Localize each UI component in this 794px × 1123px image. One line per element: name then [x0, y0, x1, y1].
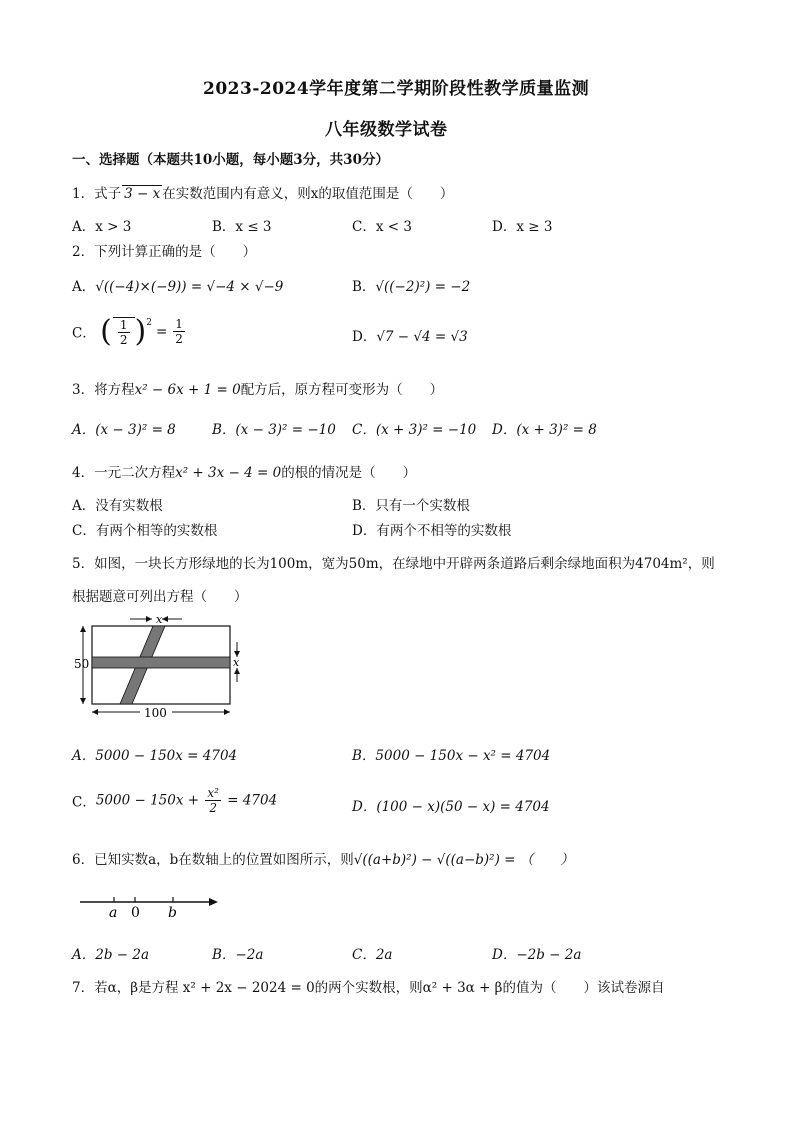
q2-option-b [352, 275, 470, 295]
q2-c-paren-expr: ( $\frac{1}{2}$ ) $^2$ = $\frac{1}{2}$ [100, 314, 183, 349]
q6-option-a: A．2b − 2a [72, 947, 150, 963]
q5-c-pre: 5000 − 150x + [95, 792, 204, 809]
question-4-stem [72, 461, 416, 481]
q2-c-radical [113, 317, 135, 347]
q2-c-label: C． [72, 325, 96, 342]
q4-suffix: 的根的情况是（ ） [281, 465, 417, 481]
q4-option-a: A．没有实数根 [72, 498, 163, 514]
q2-option-a [72, 275, 283, 295]
question-2-stem: 2．下列计算正确的是（ ） [72, 244, 257, 260]
q6-label-0: 0 [131, 905, 140, 920]
q4-prefix: 4．一元二次方程 [72, 465, 176, 481]
q6-prefix: 6．已知实数a，b在数轴上的位置如图所示，则 [72, 852, 354, 868]
q1-radical [122, 185, 162, 202]
q2-a-label: A． [72, 279, 96, 295]
q3-equation: x² − 6x + 1 = 0 [134, 382, 241, 398]
exam-subtitle: 八年级数学试卷 [325, 120, 448, 140]
q4-option-b: B．只有一个实数根 [352, 498, 470, 514]
q5-c-post: = 4704 [222, 792, 278, 809]
q6-label-b: b [168, 905, 177, 920]
q2-d-label: D． [352, 329, 377, 345]
q3-option-a: A．(x − 3)² = 8 [72, 422, 176, 438]
q5-fig-x-top: x [156, 613, 163, 626]
q6-number-line [78, 890, 223, 920]
q1-option-b: B．x ≤ 3 [212, 219, 272, 235]
q5-option-d: D．(100 − x)(50 − x) = 4704 [352, 799, 550, 815]
q5-option-b: B．5000 − 150x − x² = 4704 [352, 748, 551, 764]
question-6-stem [72, 848, 574, 868]
question-3-stem [72, 378, 443, 398]
q1-suffix: 在实数范围内有意义，则x的取值范围是（ ） [162, 186, 454, 202]
q1-prefix: 1．式子 [72, 186, 122, 202]
q5-fig-height-label: 50 [74, 657, 90, 671]
q3-suffix: 配方后，原方程可变形为（ ） [240, 382, 444, 398]
q5-fig-width-label: 100 [144, 706, 167, 720]
q5-figure-rectangle-roads [70, 612, 250, 720]
q2-a-expr: √((−4)×(−9)) = √−4 × √−9 [95, 279, 284, 295]
q3-option-d: D．(x + 3)² = 8 [492, 422, 597, 438]
q2-option-c [72, 314, 187, 349]
question-5-stem-line2: 根据题意可列出方程（ ） [72, 589, 248, 605]
q4-option-d: D．有两个不相等的实数根 [352, 523, 512, 539]
question-7-stem: 7．若α，β是方程 x² + 2x − 2024 = 0的两个实数根，则α² + 3α + β的值为（ ）该试卷源自 [72, 980, 665, 996]
q6-label-a: a [109, 905, 118, 920]
q2-b-label: B． [352, 279, 376, 295]
q1-option-a: A．x > 3 [72, 219, 132, 235]
q4-option-c: C．有两个相等的实数根 [72, 523, 218, 539]
q2-c-inner-fraction: $\frac{1}{2}$ [119, 317, 128, 347]
q1-option-d: D．x ≥ 3 [492, 219, 553, 235]
q4-equation: x² + 3x − 4 = 0 [175, 465, 282, 481]
q2-d-expr: √7 − √4 = √3 [376, 329, 468, 345]
q1-option-c: C．x < 3 [352, 219, 412, 235]
q2-b-expr: √((−2)²) = −2 [375, 279, 471, 295]
q2-option-d [352, 325, 468, 345]
q1-radicand: 3 − x [124, 186, 161, 202]
q6-option-d: D．−2b − 2a [492, 947, 582, 963]
q6-expression: √((a+b)²) − √((a−b)²) = （ ） [353, 852, 574, 868]
q3-prefix: 3．将方程 [72, 382, 135, 398]
exam-title: 2023-2024学年度第二学期阶段性教学质量监测 [203, 79, 590, 99]
q5-option-a: A．5000 − 150x = 4704 [72, 748, 238, 764]
q6-option-c: C．2a [352, 947, 393, 963]
question-5-stem-line1: 5．如图，一块长方形绿地的长为100m，宽为50m，在绿地中开辟两条道路后剩余绿地面积为4704m²，则 [72, 556, 715, 572]
q5-fig-x-right: x [233, 656, 240, 669]
q3-option-b: B．(x − 3)² = −10 [212, 422, 336, 438]
q5-c-label: C． [72, 794, 96, 811]
question-1-stem [72, 182, 453, 202]
section-heading: 一、选择题（本题共10小题，每小题3分，共30分） [72, 152, 389, 168]
q3-option-c: C．(x + 3)² = −10 [352, 422, 477, 438]
q5-c-fraction: $\frac{\text{x²}}{2}$ [207, 786, 219, 815]
q2-c-result-fraction: $\frac{1}{2}$ [175, 317, 183, 346]
q6-option-b: B．−2a [212, 947, 264, 963]
q5-option-c [72, 786, 277, 815]
